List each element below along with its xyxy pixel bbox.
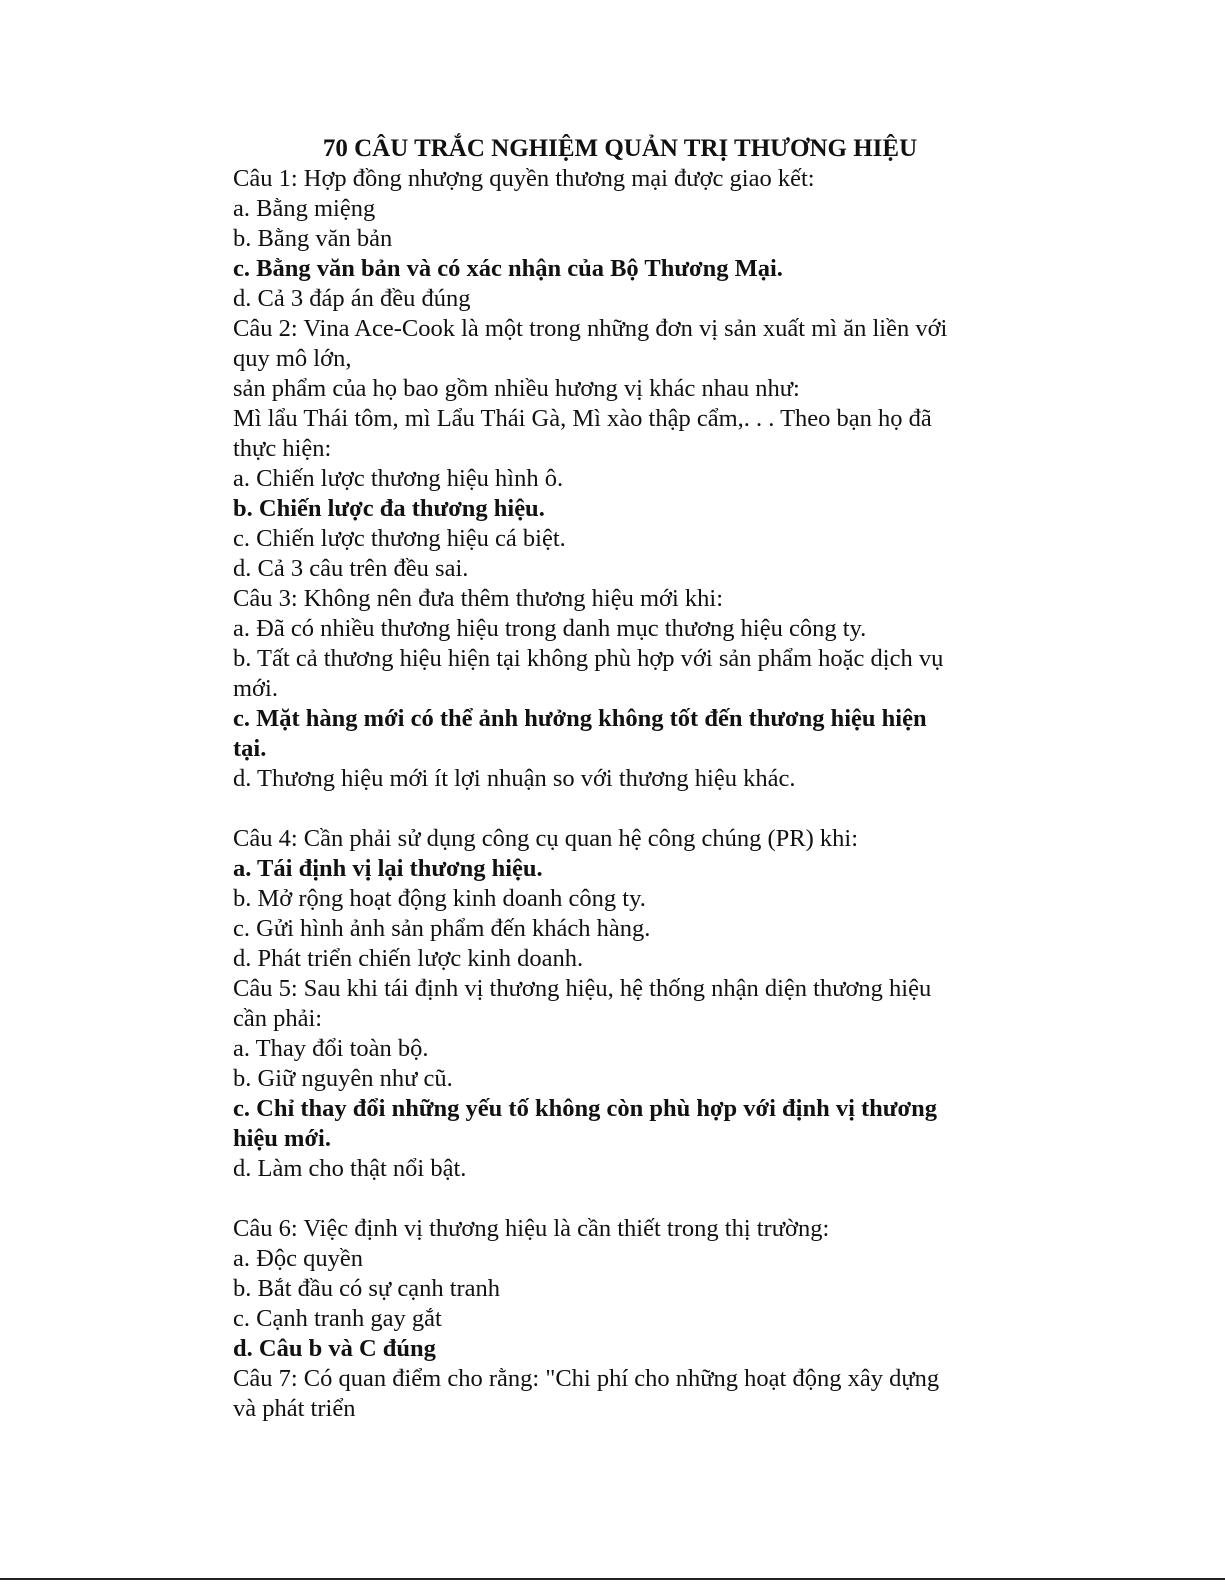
option-line: c. Chiến lược thương hiệu cá biệt.	[233, 525, 566, 552]
option-line: d. Cả 3 câu trên đều sai.	[233, 555, 469, 582]
document-body	[233, 164, 1008, 1424]
option-line: b. Bằng văn bản	[233, 225, 393, 252]
question-3: Câu 3: Không nên đưa thêm thương hiệu mới khi:	[233, 585, 724, 612]
answer-line: hiệu mới.	[233, 1125, 331, 1152]
answer-line: c. Mặt hàng mới có thể ảnh hưởng không tốt đến thương hiệu hiện	[233, 705, 927, 732]
question-7: Câu 7: Có quan điểm cho rằng: "Chi phí cho những hoạt động xây dựng	[233, 1365, 940, 1392]
option-line: d. Cả 3 đáp án đều đúng	[233, 285, 471, 312]
option-line: a. Độc quyền	[233, 1245, 363, 1272]
answer-line: tại.	[233, 735, 267, 762]
answer-line: b. Chiến lược đa thương hiệu.	[233, 495, 545, 522]
answer-line: d. Câu b và C đúng	[233, 1335, 436, 1362]
option-line: b. Giữ nguyên như cũ.	[233, 1065, 453, 1092]
question-line: cần phải:	[233, 1005, 323, 1032]
option-line: b. Bắt đầu có sự cạnh tranh	[233, 1275, 501, 1302]
page-bottom-divider	[0, 1578, 1225, 1580]
option-line: b. Tất cả thương hiệu hiện tại không phù hợp với sản phẩm hoặc dịch vụ	[233, 645, 944, 672]
option-line: c. Gửi hình ảnh sản phẩm đến khách hàng.	[233, 915, 651, 942]
question-6: Câu 6: Việc định vị thương hiệu là cần thiết trong thị trường:	[233, 1215, 830, 1242]
blank-line	[233, 794, 1008, 824]
blank-line	[233, 1184, 1008, 1214]
option-line: c. Cạnh tranh gay gắt	[233, 1305, 442, 1332]
option-line: a. Đã có nhiều thương hiệu trong danh mục thương hiệu công ty.	[233, 615, 867, 642]
option-line: d. Thương hiệu mới ít lợi nhuận so với thương hiệu khác.	[233, 765, 796, 792]
option-line: d. Phát triển chiến lược kinh doanh.	[233, 945, 584, 972]
question-4: Câu 4: Cần phải sử dụng công cụ quan hệ công chúng (PR) khi:	[233, 825, 859, 852]
question-1: Câu 1: Hợp đồng nhượng quyền thương mại được giao kết:	[233, 165, 815, 192]
option-line: d. Làm cho thật nổi bật.	[233, 1155, 467, 1182]
question-line: Mì lẩu Thái tôm, mì Lẩu Thái Gà, Mì xào thập cẩm,. . . Theo bạn họ đã	[233, 405, 932, 432]
answer-line: c. Chỉ thay đổi những yếu tố không còn phù hợp với định vị thương	[233, 1095, 937, 1122]
question-2: Câu 2: Vina Ace-Cook là một trong những đơn vị sản xuất mì ăn liền với	[233, 315, 948, 342]
document-title: 70 CÂU TRẮC NGHIỆM QUẢN TRỊ THƯƠNG HIỆU	[322, 135, 918, 162]
option-line: b. Mở rộng hoạt động kinh doanh công ty.	[233, 885, 646, 912]
option-line: a. Thay đổi toàn bộ.	[233, 1035, 429, 1062]
question-5: Câu 5: Sau khi tái định vị thương hiệu, hệ thống nhận diện thương hiệu	[233, 975, 932, 1002]
question-line: quy mô lớn,	[233, 345, 352, 372]
question-line: sản phẩm của họ bao gồm nhiều hương vị khác nhau như:	[233, 375, 800, 402]
option-line: a. Chiến lược thương hiệu hình ô.	[233, 465, 564, 492]
option-line: mới.	[233, 675, 278, 702]
answer-line: a. Tái định vị lại thương hiệu.	[233, 855, 543, 882]
option-line: a. Bằng miệng	[233, 195, 376, 222]
answer-line: c. Bằng văn bản và có xác nhận của Bộ Thương Mại.	[233, 255, 783, 282]
question-line: và phát triển	[233, 1395, 356, 1422]
question-line: thực hiện:	[233, 435, 332, 462]
